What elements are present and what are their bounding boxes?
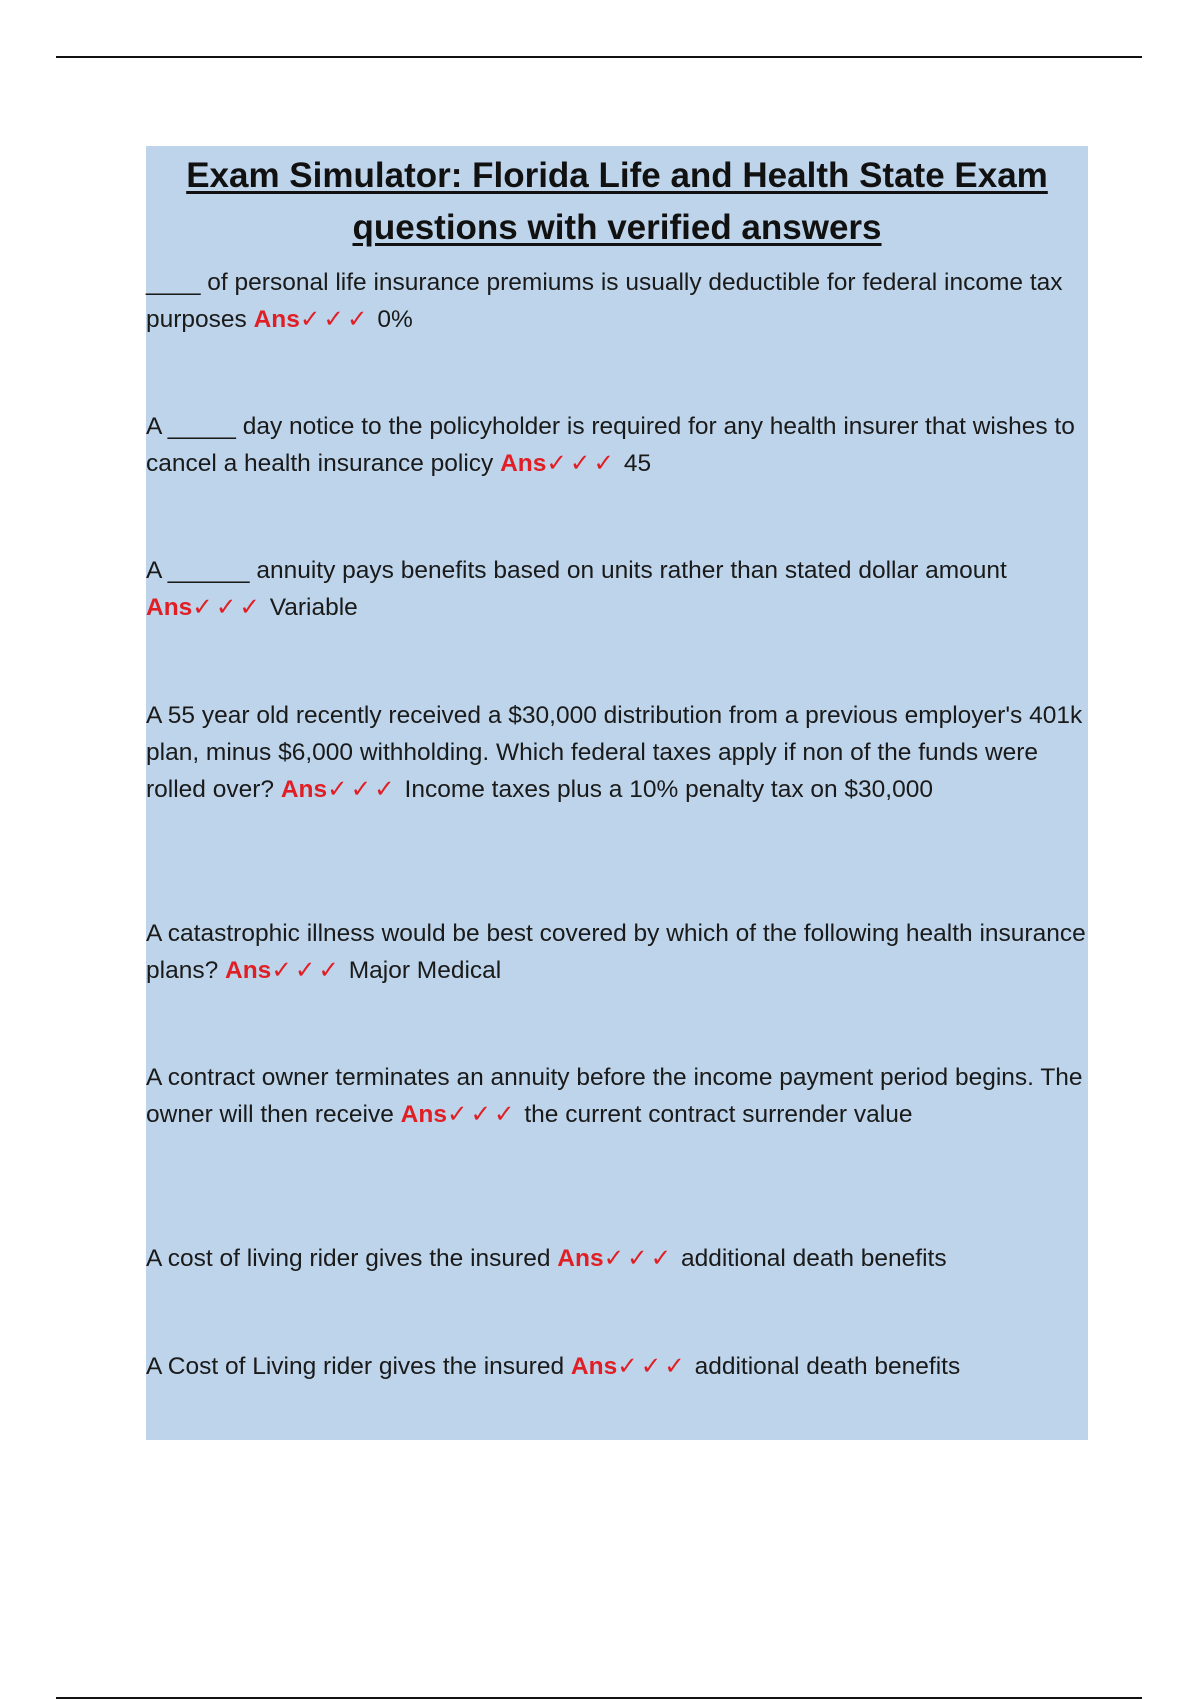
answer-label: Ans — [557, 1245, 604, 1272]
exam-content-block — [146, 146, 1088, 1440]
check-marks-icon: ✓✓✓ — [446, 1101, 518, 1128]
answer-text: 0% — [377, 306, 413, 333]
answer-label: Ans — [146, 594, 193, 621]
answer-label: Ans — [225, 957, 272, 984]
question-text: A contract owner terminates an annuity before the income payment period begins. The owner will then receive — [146, 1064, 1083, 1128]
check-marks-icon: ✓✓✓ — [546, 450, 617, 477]
document-title — [146, 146, 1088, 254]
title-line-1: Exam Simulator: Florida Life and Health State Exam — [186, 156, 1048, 195]
qa-item-7 — [146, 1240, 1088, 1277]
qa-item-5 — [146, 915, 1088, 989]
answer-label: Ans — [253, 306, 300, 333]
check-marks-icon: ✓✓✓ — [299, 306, 371, 333]
footer-rule — [56, 1697, 1142, 1699]
question-text: A 55 year old recently received a $30,000 distribution from a previous employer's 401k plan, minus $6,000 withholding. Which federal taxes apply if non of the funds were rolled over? — [146, 702, 1083, 803]
question-text: A catastrophic illness would be best covered by which of the following health insurance plans? — [146, 920, 1086, 984]
answer-text: Variable — [269, 594, 358, 621]
answer-label: Ans — [500, 450, 547, 477]
question-text: ____ of personal life insurance premiums is usually deductible for federal income tax purposes — [146, 269, 1063, 333]
qa-item-6 — [146, 1059, 1088, 1133]
check-marks-icon: ✓✓✓ — [603, 1245, 675, 1272]
answer-text: 45 — [623, 450, 652, 477]
check-marks-icon: ✓✓✓ — [271, 957, 342, 984]
qa-item-4 — [146, 697, 1088, 808]
check-marks-icon: ✓✓✓ — [617, 1353, 688, 1380]
qa-item-1 — [146, 264, 1088, 338]
question-text: A ______ annuity pays benefits based on units rather than stated dollar amount — [146, 557, 1007, 584]
answer-text: Income taxes plus a 10% penalty tax on $30,000 — [404, 776, 933, 803]
qa-item-3 — [146, 552, 1088, 626]
check-marks-icon: ✓✓✓ — [192, 594, 263, 621]
answer-text: Major Medical — [348, 957, 502, 984]
answer-label: Ans — [400, 1101, 447, 1128]
qa-item-8 — [146, 1348, 1088, 1385]
question-text: A Cost of Living rider gives the insured — [146, 1353, 565, 1380]
answer-label: Ans — [280, 776, 328, 803]
answer-text: additional death benefits — [680, 1245, 947, 1272]
answer-text: additional death benefits — [694, 1353, 961, 1380]
title-line-2: questions with verified answers — [352, 208, 882, 247]
question-text: A cost of living rider gives the insured — [146, 1245, 551, 1272]
answer-text: the current contract surrender value — [524, 1101, 913, 1128]
question-text: A _____ day notice to the policyholder is required for any health insurer that wishes to cancel a health insurance policy — [146, 413, 1075, 477]
qa-item-2 — [146, 408, 1088, 482]
answer-label: Ans — [570, 1353, 618, 1380]
check-marks-icon: ✓✓✓ — [327, 776, 398, 803]
header-rule — [56, 56, 1142, 58]
